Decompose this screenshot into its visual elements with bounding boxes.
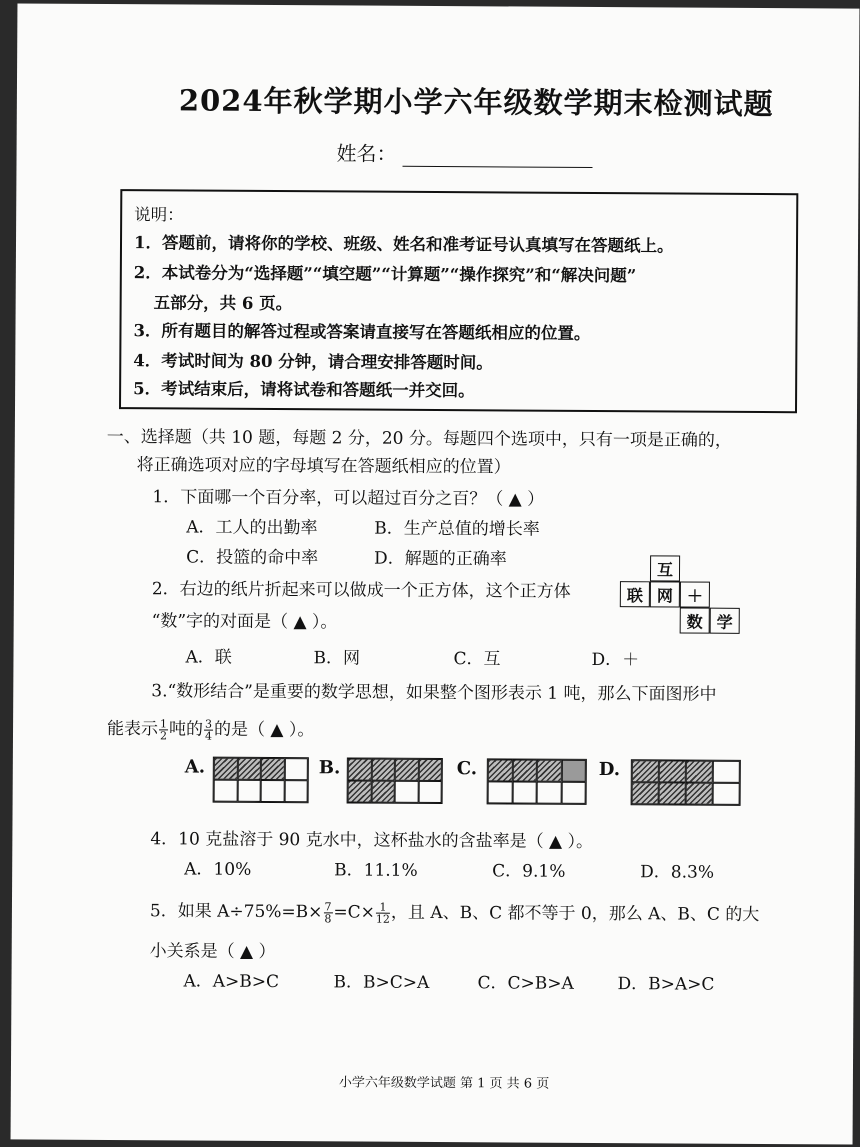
grid-cell — [261, 780, 285, 802]
fraction-numerator: 1 — [160, 717, 168, 731]
grid-cell — [537, 782, 562, 804]
grid-cell-shaded — [537, 760, 562, 782]
grid-cell-shaded — [686, 783, 713, 805]
q2-option-c: C．互 — [453, 649, 501, 670]
question-5-stem-cont: 小关系是（ ▲ ） — [149, 941, 276, 963]
q5-option-a: A．A>B>C — [183, 971, 280, 993]
grid-cell-shaded — [659, 782, 686, 804]
grid-cell-shaded — [686, 761, 713, 783]
grid-cell-shaded — [348, 780, 372, 802]
question-2-stem: 2．右边的纸片折起来可以做成一个正方体，这个正方体 — [151, 579, 571, 602]
q3-label-c: C. — [456, 758, 478, 780]
q3-label-a: A. — [184, 756, 206, 778]
q2-option-a: A．联 — [185, 647, 232, 668]
grid-cell-shaded — [348, 758, 372, 780]
q3-text: 能表示 — [106, 718, 159, 740]
question-4-stem: 4．10 克盐溶于 90 克水中，这杯盐水的含盐率是（ ▲ ）。 — [150, 829, 594, 852]
fraction-numerator: 7 — [324, 900, 332, 914]
grid-cell-shaded — [237, 758, 261, 780]
instruction-item: 2．本试卷分为“选择题”“填空题”“计算题”“操作探究”和“解决问题” — [133, 263, 637, 286]
q5-option-b: B．B>C>A — [333, 972, 430, 993]
page-footer: 小学六年级数学试题 第 1 页 共 6 页 — [338, 1075, 550, 1092]
fraction — [376, 902, 390, 925]
question-3-stem: 3.“数形结合”是重要的数学思想，如果整个图形表示 1 吨，那么下面图形中 — [151, 681, 717, 705]
net-cell: 联 — [620, 581, 650, 607]
q3-label-d: D. — [598, 759, 621, 781]
q3-label-b: B. — [318, 757, 341, 779]
q3-figure-a — [213, 757, 309, 804]
grid-cell — [512, 781, 537, 803]
fraction — [159, 718, 168, 741]
q1-option-c: C．投篮的命中率 — [186, 547, 319, 569]
grid-cell-shaded — [512, 759, 537, 781]
grid-cell-shaded — [418, 759, 442, 781]
instructions-heading: 说明： — [134, 205, 184, 225]
q3-figure-b — [347, 757, 443, 804]
fraction-denominator: 12 — [375, 912, 390, 926]
instruction-item: 4．考试时间为 80 分钟，请合理安排答题时间。 — [133, 351, 493, 373]
grid-cell-shaded — [659, 760, 686, 782]
grid-cell — [488, 781, 513, 803]
grid-cell-shaded — [261, 758, 285, 780]
fraction-denominator: 4 — [204, 729, 213, 743]
grid-cell — [284, 780, 308, 802]
net-cell: 学 — [710, 608, 740, 634]
fraction — [323, 901, 332, 924]
q2-option-b: B．网 — [313, 648, 361, 669]
net-cell: 网 — [650, 581, 680, 607]
grid-cell-shaded — [371, 759, 395, 781]
q3-text: 吨的 — [168, 719, 204, 740]
instruction-item: 5．考试结束后，请将试卷和答题纸一并交回。 — [133, 379, 475, 401]
q4-option-b: B．11.1% — [334, 860, 418, 881]
q4-option-d: D．8.3% — [640, 862, 715, 883]
page-title: 2024年秋学期小学六年级数学期末检测试题 — [178, 83, 774, 122]
q1-option-d: D．解题的正确率 — [374, 548, 507, 570]
grid-cell-gray — [561, 760, 586, 782]
q4-option-c: C．9.1% — [492, 861, 566, 882]
section-heading: 一、选择题（共 10 题，每题 2 分，20 分。每题四个选项中，只有一项是正确的， — [106, 426, 732, 451]
grid-cell — [713, 761, 740, 783]
q1-option-b: B．生产总值的增长率 — [374, 518, 540, 540]
q5-text: ，且 A、B、C 都不等于 0，那么 A、B、C 的大 — [390, 902, 760, 925]
fraction — [204, 719, 213, 742]
grid-cell-shaded — [371, 781, 395, 803]
grid-cell — [561, 782, 586, 804]
exam-page — [11, 3, 860, 1144]
instruction-item: 五部分，共 6 页。 — [153, 293, 293, 314]
q1-option-a: A．工人的出勤率 — [186, 517, 318, 539]
q4-option-a: A．10% — [184, 859, 252, 880]
section-heading-cont: 将正确选项对应的字母填写在答题纸相应的位置） — [136, 455, 511, 478]
grid-cell-shaded — [488, 759, 513, 781]
grid-cell-shaded — [395, 759, 419, 781]
grid-cell — [713, 783, 740, 805]
grid-cell-shaded — [632, 760, 659, 782]
q5-text: =C× — [333, 902, 376, 923]
question-2-stem-cont: “数”字的对面是（ ▲ ）。 — [151, 611, 338, 633]
instruction-item: 3．所有题目的解答过程或答案请直接写在答题纸相应的位置。 — [133, 321, 591, 343]
grid-cell — [237, 780, 261, 802]
net-cell: 互 — [650, 555, 680, 581]
net-cell: ＋ — [680, 581, 710, 607]
fraction-denominator: 2 — [159, 729, 168, 743]
q5-option-c: C．C>B>A — [477, 973, 574, 994]
instructions-box — [119, 189, 798, 413]
question-3-stem-cont — [107, 714, 315, 742]
name-field[interactable] — [336, 137, 592, 168]
grid-cell — [214, 780, 238, 802]
fraction-numerator: 1 — [376, 902, 390, 914]
q5-option-d: D．B>A>C — [617, 974, 715, 995]
question-1-stem: 1．下面哪一个百分率，可以超过百分之百？（ ▲ ） — [152, 487, 545, 510]
grid-cell — [418, 781, 442, 803]
grid-cell-shaded — [214, 758, 238, 780]
name-blank-line[interactable] — [402, 148, 592, 168]
q2-option-d: D．＋ — [591, 649, 640, 671]
q3-figure-d — [631, 759, 741, 806]
grid-cell-shaded — [632, 782, 659, 804]
q3-text: 的是（ ▲ ）。 — [213, 719, 315, 741]
question-5-stem — [150, 896, 760, 927]
cube-net-diagram — [620, 555, 751, 646]
name-label: 姓名： — [336, 141, 397, 166]
fraction-numerator: 3 — [205, 717, 213, 731]
q3-figure-c — [487, 758, 587, 805]
grid-cell — [395, 781, 419, 803]
grid-cell — [284, 758, 308, 780]
net-cell: 数 — [680, 607, 710, 633]
fraction-denominator: 8 — [324, 912, 332, 926]
instruction-item: 1．答题前，请将你的学校、班级、姓名和准考证号认真填写在答题纸上。 — [133, 233, 674, 256]
q5-text: 5．如果 A÷75%=B× — [149, 901, 323, 923]
